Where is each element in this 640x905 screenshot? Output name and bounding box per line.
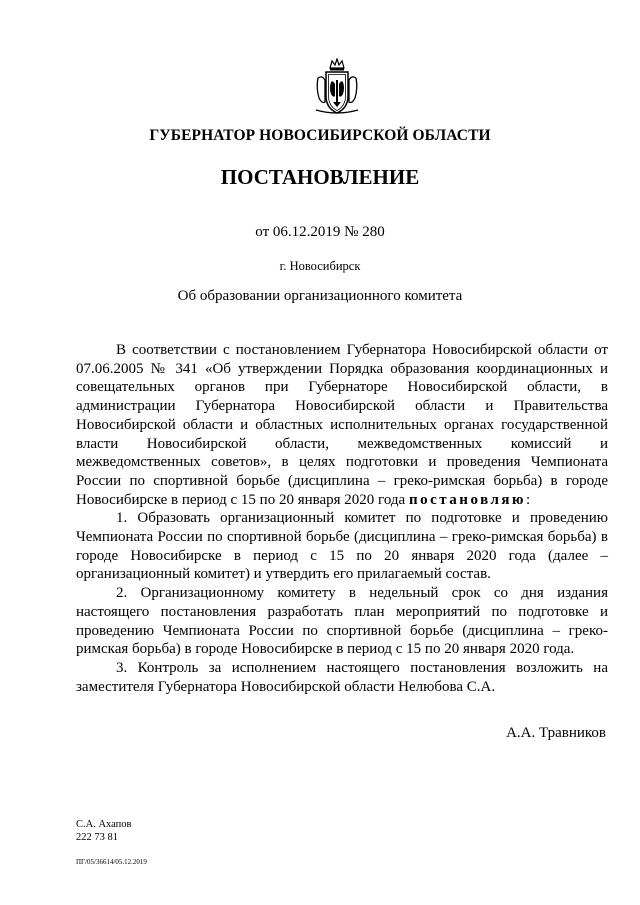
item-paragraph-2: 2. Организационному комитету в недельный срок со дня издания настоящего постановления разработать план мероприятий по подготовке и проведению Чемпионата России по спортивной борьбе (дисциплина – греко-римская борьба) в городе Новосибирске в период с 15 по 20 января 2020 года.	[76, 585, 608, 658]
document-date-number: от 06.12.2019 № 280	[255, 224, 385, 240]
document-code: ПГ/05/36614/05.12.2019	[76, 858, 147, 866]
executor-block	[76, 818, 132, 844]
executor-name: С.А. Ахапов	[76, 819, 132, 830]
coat-of-arms-icon	[314, 58, 360, 116]
item-paragraph-3: 3. Контроль за исполнением настоящего постановления возложить на заместителя Губернатора Новосибирской области Нелюбова С.А.	[76, 659, 608, 695]
decree-suffix: :	[525, 491, 531, 508]
preamble-paragraph	[76, 341, 608, 509]
document-city: г. Новосибирск	[279, 259, 361, 273]
executor-phone: 222 73 81	[76, 832, 118, 843]
organization-title: ГУБЕРНАТОР НОВОСИБИРСКОЙ ОБЛАСТИ	[149, 127, 491, 144]
preamble-text: В соответствии с постановлением Губернатора Новосибирской области от 07.06.2005 № 341 «Об утверждении Порядка образования координационных и совещательных органов при Губернаторе Новосибирской области, в администрации Губернатора Новосибирской области и Правительства Новосибирской области и областных исполнительных органах государственной власти Новосибирской области, межведомственных комиссий и межведомственных советов», в целях подготовки и проведения Чемпионата России по спортивной борьбе (дисциплина – греко-римская борьба) в городе Новосибирске в период с 15 по 20 января 2020 года	[76, 342, 608, 508]
document-subject: Об образовании организационного комитета	[177, 288, 463, 304]
decree-word: постановляю	[408, 491, 526, 508]
document-body	[76, 341, 608, 696]
item-paragraph-1: 1. Образовать организационный комитет по подготовке и проведению Чемпионата России по спортивной борьбе (дисциплина – греко-римская борьба) в городе Новосибирске в период с 15 по 20 января 2020 года (далее – организационный комитет) и утвердить его прилагаемый состав.	[76, 510, 608, 583]
signature: А.А. Травников	[506, 725, 606, 741]
document-type-title: ПОСТАНОВЛЕНИЕ	[220, 165, 420, 189]
